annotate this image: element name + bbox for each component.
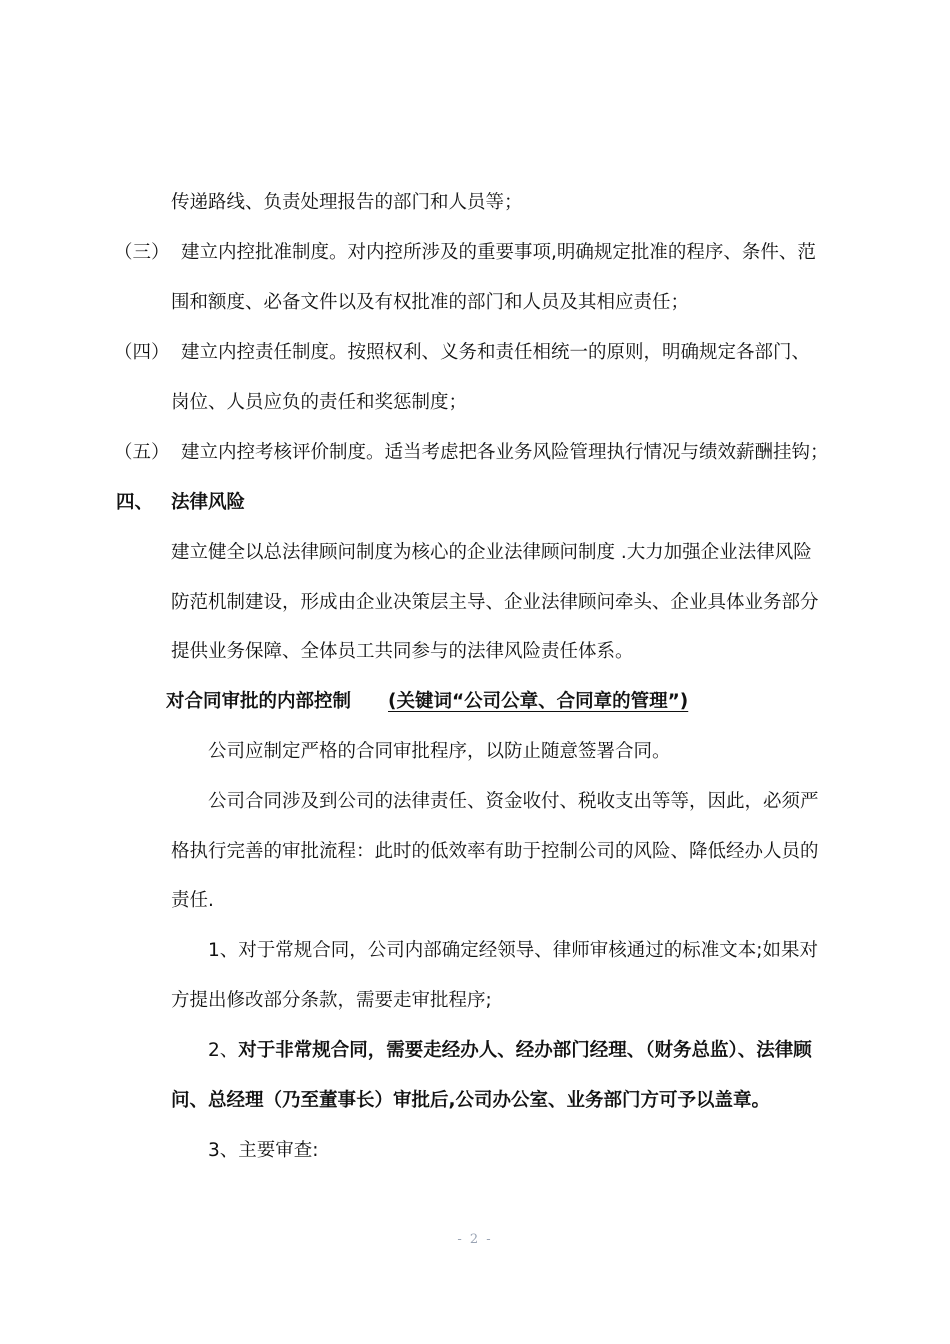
paragraph-line: 建立健全以总法律顾问制度为核心的企业法律顾问制度 .大力加强企业法律风险 <box>171 542 812 563</box>
paragraph-line: 防范机制建设，形成由企业决策层主导、企业法律顾问牵头、企业具体业务部分 <box>171 592 819 613</box>
list-item-text: 建立内控批准制度。对内控所涉及的重要事项,明确规定批准的程序、条件、范 <box>181 242 816 263</box>
list-marker: （四） <box>114 342 170 363</box>
list-item-continuation: 岗位、人员应负的责任和奖惩制度； <box>171 392 468 413</box>
list-marker: （三） <box>114 242 170 263</box>
subsection-title: 对合同审批的内部控制 <box>166 691 352 712</box>
paragraph-line: 3、主要审查: <box>208 1140 319 1161</box>
page-number: - 2 - <box>457 1232 493 1247</box>
paragraph-line: 责任. <box>171 890 214 911</box>
section-title: 法律风险 <box>171 492 246 513</box>
paragraph-number: 2、 <box>208 1040 239 1061</box>
bold-text: 对于非常规合同，需要走经办人、经办部门经理、（财务总监）、法律顾 <box>238 1040 812 1061</box>
paragraph-line: 公司应制定严格的合同审批程序，以防止随意签署合同。 <box>208 741 671 762</box>
section-number: 四、 <box>116 492 154 513</box>
list-item-text: 建立内控考核评价制度。适当考虑把各业务风险管理执行情况与绩效薪酬挂钩； <box>181 442 829 463</box>
paragraph-line <box>208 1038 812 1064</box>
text-line: 传递路线、负责处理报告的部门和人员等； <box>171 192 523 213</box>
paragraph-line: 公司合同涉及到公司的法律责任、资金收付、税收支出等等，因此，必须严 <box>208 791 819 812</box>
paragraph-line: 方提出修改部分条款，需要走审批程序; <box>171 990 492 1011</box>
subsection-keywords: (关键词“公司公章、合同章的管理”) <box>388 691 689 712</box>
list-item-text: 建立内控责任制度。按照权利、义务和责任相统一的原则，明确规定各部门、 <box>181 342 811 363</box>
paragraph-line: 1、对于常规合同，公司内部确定经领导、律师审核通过的标准文本;如果对 <box>208 940 819 961</box>
list-item-continuation: 围和额度、必备文件以及有权批准的部门和人员及其相应责任； <box>171 292 690 313</box>
bold-text: 问、总经理（乃至董事长）审批后,公司办公室、业务部门方可予以盖章。 <box>171 1090 771 1111</box>
paragraph-line: 格执行完善的审批流程：此时的低效率有助于控制公司的风险、降低经办人员的 <box>171 841 819 862</box>
list-marker: （五） <box>114 442 170 463</box>
paragraph-line: 提供业务保障、全体员工共同参与的法律风险责任体系。 <box>171 641 634 662</box>
